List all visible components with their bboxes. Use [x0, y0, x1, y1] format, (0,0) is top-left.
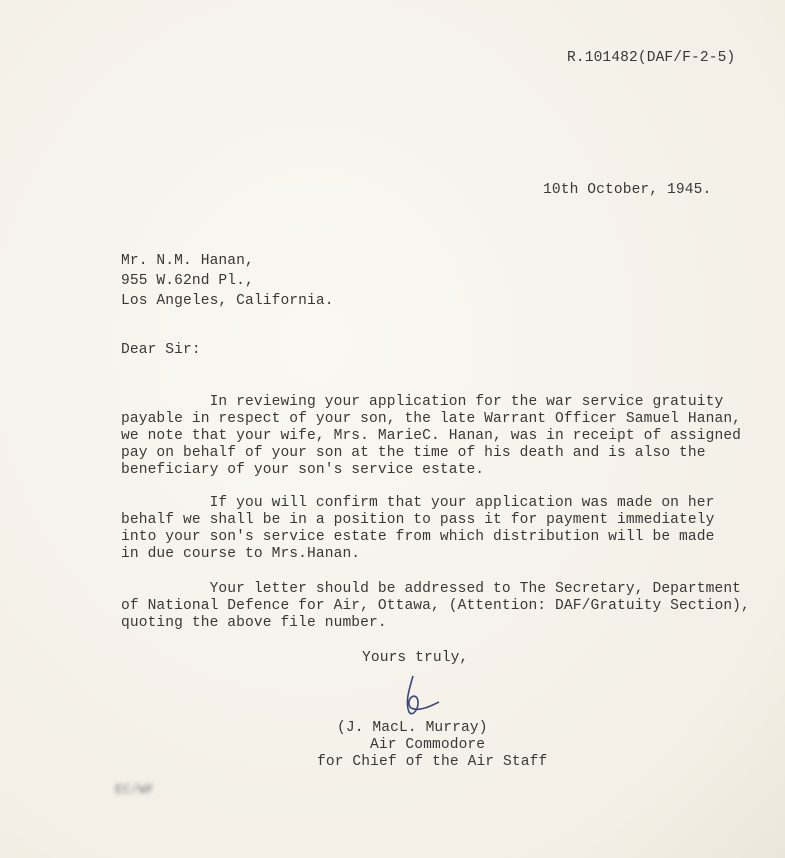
paragraph-line: beneficiary of your son's service estate.: [121, 462, 485, 478]
signatory-name: (J. MacL. Murray): [337, 720, 488, 736]
signatory-rank: Air Commodore: [370, 737, 486, 753]
paragraph-1: [121, 394, 741, 479]
paragraph-line: behalf we shall be in a position to pass it for payment immediately: [121, 512, 715, 528]
paragraph-line: Your letter should be addressed to The Secretary, Department: [121, 581, 742, 597]
paragraph-line: in due course to Mrs.Hanan.: [121, 546, 361, 562]
paragraph-line: into your son's service estate from which distribution will be made: [121, 529, 715, 545]
typist-initials: EC/WF: [115, 782, 155, 797]
paragraph-line: payable in respect of your son, the late Warrant Officer Samuel Hanan,: [121, 411, 742, 427]
file-reference: R.101482(DAF/F-2-5): [567, 50, 736, 66]
paragraph-line: quoting the above file number.: [121, 615, 387, 631]
handwritten-signature: [395, 672, 475, 722]
addressee-street: 955 W.62nd Pl.,: [121, 273, 254, 289]
letter-date: 10th October, 1945.: [543, 182, 712, 198]
paragraph-line: pay on behalf of your son at the time of his death and is also the: [121, 445, 706, 461]
addressee-name: Mr. N.M. Hanan,: [121, 253, 254, 269]
paragraph-3: [121, 581, 750, 632]
paragraph-line: of National Defence for Air, Ottawa, (Attention: DAF/Gratuity Section),: [121, 598, 750, 614]
paragraph-line: If you will confirm that your application was made on her: [121, 495, 715, 511]
signatory-title: for Chief of the Air Staff: [317, 754, 548, 770]
addressee-city: Los Angeles, California.: [121, 293, 334, 309]
paragraph-line: In reviewing your application for the war service gratuity: [121, 394, 724, 410]
paragraph-2: [121, 495, 714, 563]
salutation: Dear Sir:: [121, 342, 201, 358]
paragraph-line: we note that your wife, Mrs. MarieC. Hanan, was in receipt of assigned: [121, 428, 742, 444]
closing: Yours truly,: [362, 650, 469, 666]
addressee-block: [121, 251, 334, 311]
